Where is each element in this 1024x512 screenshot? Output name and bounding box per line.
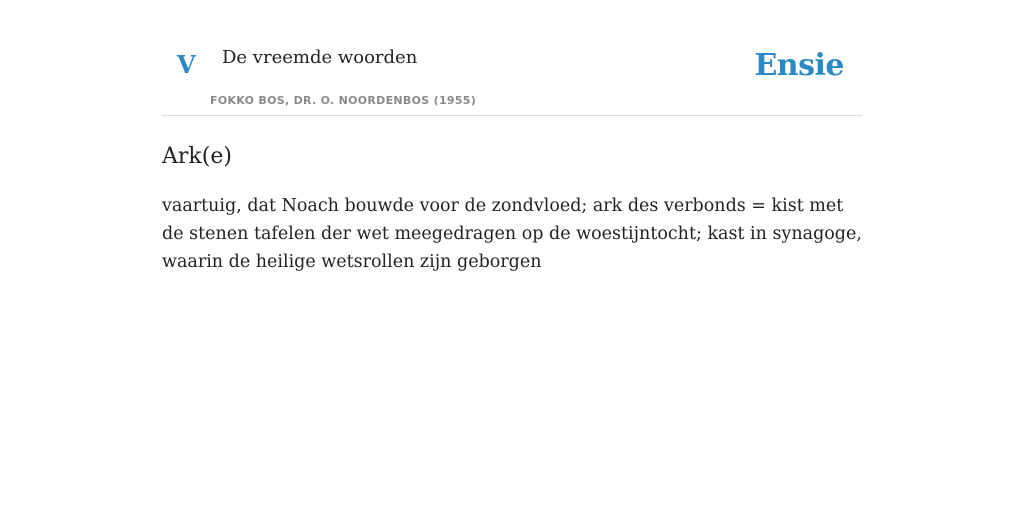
ensie-logo[interactable]: Ensie [754, 48, 844, 83]
book-header [162, 0, 862, 116]
page [162, 0, 862, 276]
book-title[interactable]: De vreemde woorden [222, 47, 418, 68]
letter-index-link[interactable]: V [177, 50, 196, 79]
entry-definition: vaartuig, dat Noach bouwde voor de zondvloed; ark des verbonds = kist met de stenen tafelen der wet meegedragen op de woestijntocht; kast in synagoge, waarin de heilige wetsrollen zijn geborgen [162, 196, 862, 273]
entry-title: Ark(e) [162, 144, 232, 169]
book-authors: FOKKO BOS, DR. O. NOORDENBOS (1955) [210, 94, 477, 107]
